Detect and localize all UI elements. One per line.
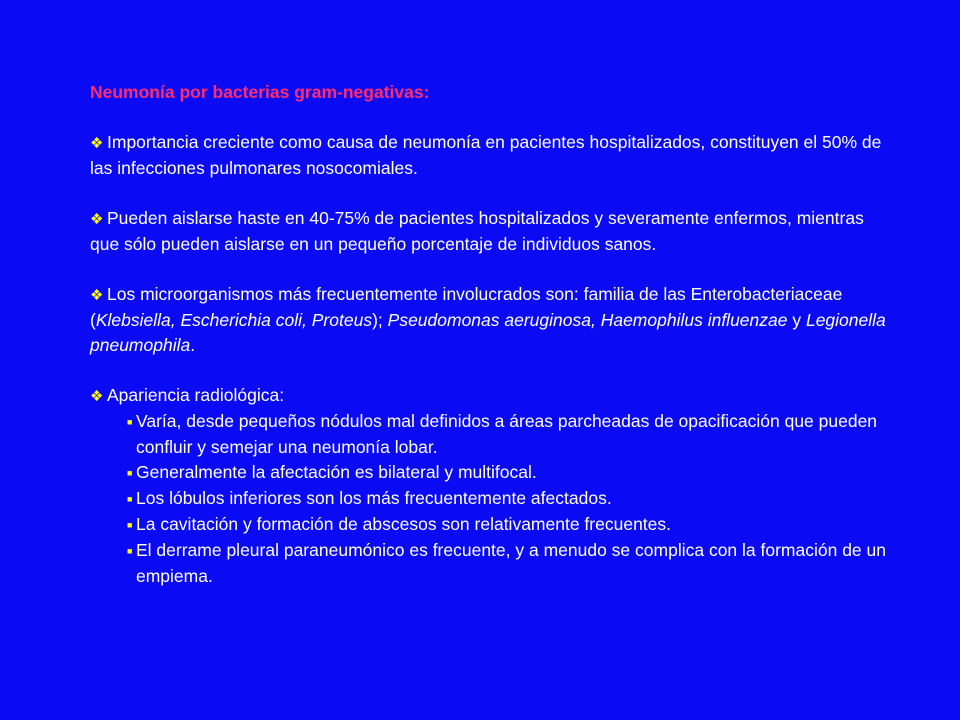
square-bullet-icon: ■	[127, 494, 133, 504]
sub-list-item	[90, 538, 890, 589]
square-bullet-icon: ■	[127, 417, 133, 427]
bullet-text-part: .	[190, 335, 196, 355]
diamond-bullet-icon: ❖	[90, 388, 104, 405]
bullet-italic-part: Pseudomonas aeruginosa, Haemophilus influenzae	[387, 310, 788, 330]
radiologia-sub-list	[90, 409, 890, 589]
square-bullet-icon: ■	[127, 520, 133, 530]
sub-list-item	[90, 460, 890, 486]
slide-content	[90, 80, 890, 589]
sub-item-text: Varía, desde pequeños nódulos mal definidos a áreas parcheadas de opacificación que pueden confluir y semejar una neumonía lobar.	[136, 411, 878, 457]
sub-list-item	[90, 409, 890, 460]
bullet-text-part: );	[372, 310, 388, 330]
sub-list-item	[90, 486, 890, 512]
square-bullet-icon: ■	[127, 546, 133, 556]
bullet-text-part: Los microorganismos más frecuentemente involucrados son: familia de las Enterobacteriaceae (	[90, 284, 843, 330]
sub-item-text: El derrame pleural paraneumónico es frecuente, y a menudo se complica con la formación de un empiema.	[136, 540, 886, 586]
sub-item-text: La cavitación y formación de abscesos son relativamente frecuentes.	[136, 514, 672, 534]
slide-title: Neumonía por bacterias gram-negativas:	[90, 82, 430, 102]
sub-list-item	[90, 512, 890, 538]
bullet-italic-part: Klebsiella, Escherichia coli, Proteus	[95, 310, 373, 330]
bullet-text: Importancia creciente como causa de neumonía en pacientes hospitalizados, constituyen el 50% de las infecciones pulmonares nosocomiales.	[90, 132, 882, 178]
diamond-bullet-icon: ❖	[90, 287, 104, 304]
sub-item-text: Generalmente la afectación es bilateral y multifocal.	[136, 462, 537, 482]
bullet-italic-part: Legionella pneumophila	[90, 310, 886, 355]
diamond-bullet-icon: ❖	[90, 211, 104, 228]
diamond-bullet-icon: ❖	[90, 135, 104, 152]
bullet-importancia	[90, 130, 890, 181]
bullet-text-part: y	[787, 310, 806, 330]
bullet-aislamiento	[90, 206, 890, 257]
bullet-radiologia	[90, 383, 890, 409]
bullet-microorganismos	[90, 282, 890, 358]
sub-item-text: Los lóbulos inferiores son los más frecuentemente afectados.	[136, 488, 612, 508]
bullet-text: Apariencia radiológica:	[107, 385, 285, 405]
bullet-text: Pueden aislarse haste en 40-75% de pacientes hospitalizados y severamente enfermos, mientras que sólo pueden aislarse en un pequeño porcentaje de individuos sanos.	[90, 208, 864, 254]
square-bullet-icon: ■	[127, 468, 133, 478]
